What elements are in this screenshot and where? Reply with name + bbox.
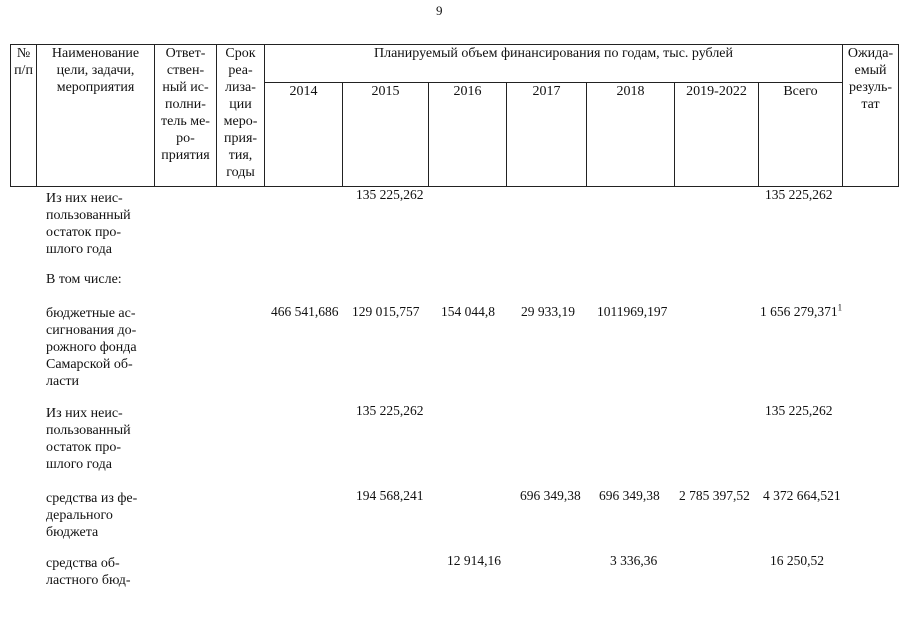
row-value-2016: 12 914,16 bbox=[447, 553, 501, 568]
row-label: Из них неис-пользованный остаток про-шлого года bbox=[46, 191, 131, 257]
row-value-2019-2022: 2 785 397,52 bbox=[679, 488, 750, 503]
row-label: бюджетные ас-сигнования до-рожного фонда Самарской об-ласти bbox=[46, 306, 137, 389]
row-value-2016: 154 044,8 bbox=[441, 304, 495, 319]
header-expected: Ожида-емый резуль-тат bbox=[843, 45, 899, 187]
page-number: 9 bbox=[436, 3, 443, 18]
row-value-total: 1 656 279,371$^1$ bbox=[760, 302, 843, 319]
row-label: средства об-ластного бюд- bbox=[46, 556, 131, 588]
row-label: Из них неис-пользованный остаток про-шлого года bbox=[46, 406, 131, 472]
row-value-2017: 696 349,38 bbox=[520, 488, 581, 503]
row-value-total: 135 225,262 bbox=[765, 187, 833, 202]
row-value-2015: 135 225,262 bbox=[356, 187, 424, 202]
header-year-2019-2022: 2019-2022 bbox=[675, 83, 759, 187]
header-name: Наименование цели, задачи, мероприятия bbox=[37, 45, 155, 187]
row-label: средства из фе-дерального бюджета bbox=[46, 491, 138, 540]
footnote-mark: 1 bbox=[837, 302, 843, 313]
header-year-2015: 2015 bbox=[343, 83, 429, 187]
row-value-2017: 29 933,19 bbox=[521, 304, 575, 319]
row-value-2015: 194 568,241 bbox=[356, 488, 424, 503]
header-year-2014: 2014 bbox=[265, 83, 343, 187]
header-total: Всего bbox=[759, 83, 843, 187]
table-header bbox=[10, 44, 899, 187]
header-year-2017: 2017 bbox=[507, 83, 587, 187]
header-responsible: Ответ-ствен-ный ис-полни-тель ме-ро-приятия bbox=[155, 45, 217, 187]
row-value-total: 4 372 664,521 bbox=[763, 488, 841, 503]
row-value-2018: 1011969,197 bbox=[597, 304, 668, 319]
row-value-2015: 129 015,757 bbox=[352, 304, 420, 319]
row-value-total: 16 250,52 bbox=[770, 553, 824, 568]
row-value-total: 135 225,262 bbox=[765, 403, 833, 418]
header-num: № п/п bbox=[11, 45, 37, 187]
header-financing: Планируемый объем финансирования по годам, тыс. рублей bbox=[265, 45, 843, 83]
header-year-2018: 2018 bbox=[587, 83, 675, 187]
row-value-2014: 466 541,686 bbox=[271, 304, 339, 319]
header-term: Срок реа-лиза-ции меро-прия-тия, годы bbox=[217, 45, 265, 187]
header-year-2016: 2016 bbox=[429, 83, 507, 187]
row-value-2018: 3 336,36 bbox=[610, 553, 658, 568]
row-value-2018: 696 349,38 bbox=[599, 488, 660, 503]
row-label: В том числе: bbox=[46, 272, 122, 287]
row-value-2015: 135 225,262 bbox=[356, 403, 424, 418]
